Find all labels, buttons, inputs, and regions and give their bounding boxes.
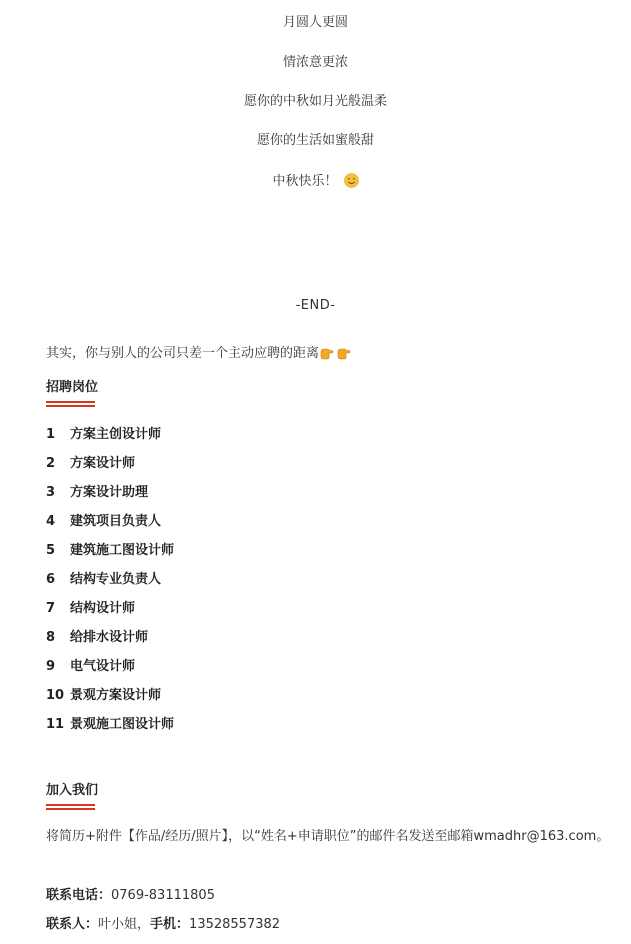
job-item: 3 方案设计助理 bbox=[46, 485, 149, 500]
poem-line-2: 情浓意更浓 bbox=[282, 55, 348, 70]
person-label: 联系人： bbox=[46, 917, 99, 932]
greeting-text: 中秋快乐！ bbox=[272, 174, 338, 189]
join-heading-underline bbox=[46, 804, 95, 809]
person-value: 叶小姐， bbox=[98, 917, 151, 932]
greeting-line bbox=[0, 173, 631, 191]
job-item: 10 景观方案设计师 bbox=[46, 688, 162, 703]
job-item: 8 给排水设计师 bbox=[46, 630, 149, 645]
intro-line bbox=[46, 345, 351, 363]
pointing-hand-icon bbox=[319, 345, 334, 360]
job-item: 6 结构专业负责人 bbox=[46, 572, 162, 587]
mobile-value: 13528557382 bbox=[189, 917, 281, 932]
job-item: 11 景观施工图设计师 bbox=[46, 717, 175, 732]
pointing-hand-icon bbox=[336, 345, 351, 360]
job-item: 1 方案主创设计师 bbox=[46, 427, 162, 442]
mobile-label: 手机： bbox=[150, 917, 190, 932]
apply-instructions: 将简历+附件【作品/经历/照片】，以“姓名+申请职位”的邮件名发送至邮箱wmadhr@163.com。 bbox=[46, 829, 610, 844]
poem-line-1: 月圆人更圆 bbox=[282, 15, 348, 30]
intro-text: 其实，你与别人的公司只差一个主动应聘的距离 bbox=[46, 346, 320, 361]
join-heading: 加入我们 bbox=[46, 783, 99, 798]
phone-label: 联系电话： bbox=[46, 888, 112, 903]
phone-value: 0769-83111805 bbox=[111, 888, 215, 903]
smiling-face-icon bbox=[344, 173, 359, 188]
job-item: 4 建筑项目负责人 bbox=[46, 514, 162, 529]
contact-phone bbox=[46, 887, 215, 905]
job-list bbox=[46, 426, 174, 745]
recruit-heading: 招聘岗位 bbox=[46, 380, 99, 395]
job-item: 5 建筑施工图设计师 bbox=[46, 543, 175, 558]
poem-line-4: 愿你的生活如蜜般甜 bbox=[256, 133, 374, 148]
job-item: 7 结构设计师 bbox=[46, 601, 136, 616]
end-mark: -END- bbox=[295, 298, 336, 313]
job-item: 9 电气设计师 bbox=[46, 659, 136, 674]
job-item: 2 方案设计师 bbox=[46, 456, 136, 471]
recruit-heading-underline bbox=[46, 401, 95, 406]
contact-person bbox=[46, 916, 280, 934]
poem-line-3: 愿你的中秋如月光般温柔 bbox=[243, 94, 387, 109]
